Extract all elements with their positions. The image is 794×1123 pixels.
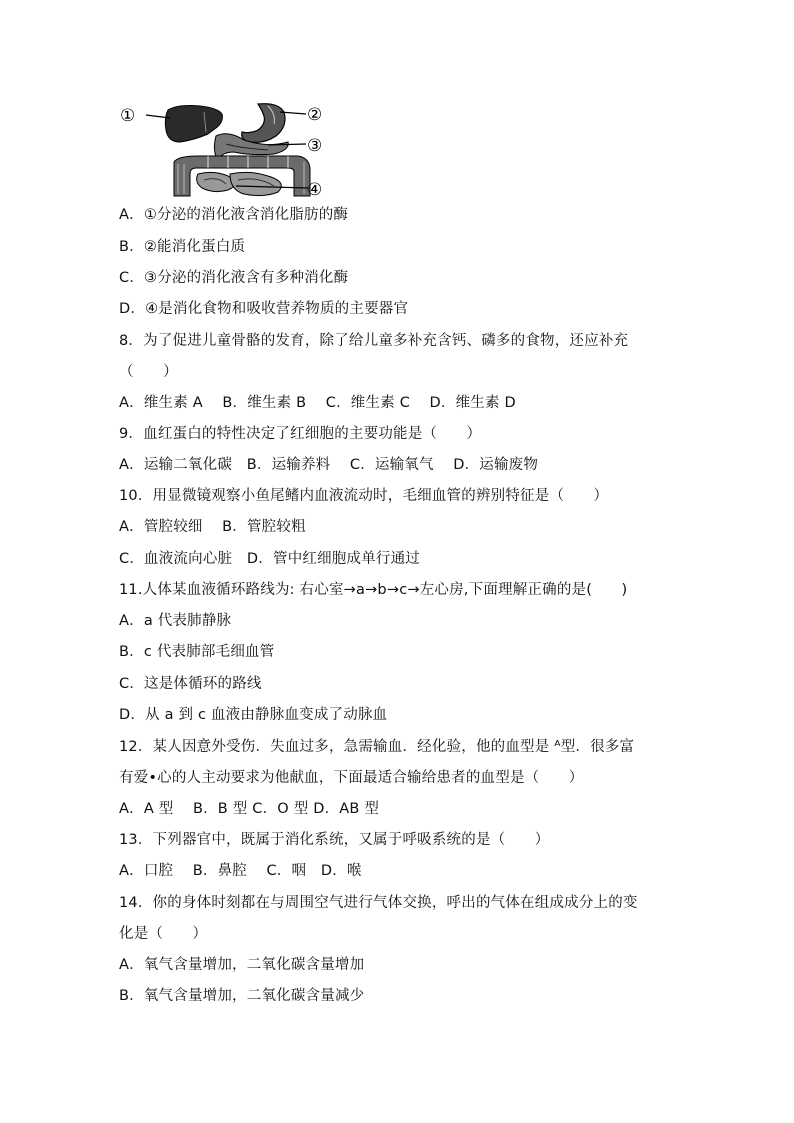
q11-option-a: A．a 代表肺静脉	[119, 613, 232, 629]
q12-stem-cont: 有爱•心的人主动要求为他献血，下面最适合输给患者的血型是（ ）	[119, 770, 584, 786]
label-2: ②	[307, 105, 323, 125]
q8-stem: 8．为了促进儿童骨骼的发育，除了给儿童多补充含钙、磷多的食物，还应补充	[119, 333, 629, 349]
q10-stem: 10．用显微镜观察小鱼尾鳍内血液流动时，毛细血管的辨别特征是（ ）	[119, 488, 609, 504]
q7-option-d: D．④是消化食物和吸收营养物质的主要器官	[119, 301, 409, 317]
digestive-system-figure	[118, 100, 332, 200]
q7-option-c: C．③分泌的消化液含有多种消化酶	[119, 270, 349, 286]
q13-options: A．口腔 B．鼻腔 C．咽 D．喉	[119, 863, 362, 879]
q14-option-b: B．氧气含量增加，二氧化碳含量减少	[119, 988, 365, 1004]
digestive-organs-diagram	[118, 100, 332, 200]
q11-stem: 11.人体某血液循环路线为: 右心室→a→b→c→左心房,下面理解正确的是( )	[119, 582, 628, 598]
q13-stem: 13．下列器官中，既属于消化系统，又属于呼吸系统的是（ ）	[119, 832, 550, 848]
q8-options: A．维生素 A B．维生素 B C．维生素 C D．维生素 D	[119, 395, 516, 411]
q14-option-a: A．氧气含量增加，二氧化碳含量增加	[119, 957, 365, 973]
label-3: ③	[307, 136, 323, 156]
q8-stem-cont: （ ）	[119, 364, 178, 380]
label-1: ①	[120, 106, 136, 126]
q9-stem: 9．血红蛋白的特性决定了红细胞的主要功能是（ ）	[119, 426, 482, 442]
q14-stem: 14．你的身体时刻都在与周围空气进行气体交换，呼出的气体在组成成分上的变	[119, 895, 638, 911]
q12-stem: 12．某人因意外受伤．失血过多，急需输血．经化验，他的血型是 ᴬ型．很多富	[119, 739, 635, 755]
q10-options-cd: C．血液流向心脏 D．管中红细胞成单行通过	[119, 551, 420, 567]
q11-option-c: C．这是体循环的路线	[119, 676, 262, 692]
q12-options: A．A 型 B．B 型 C．O 型 D．AB 型	[119, 801, 380, 817]
q10-options-ab: A．管腔较细 B．管腔较粗	[119, 519, 306, 535]
label-4: ④	[307, 180, 323, 200]
q14-stem-cont: 化是（ ）	[119, 926, 208, 942]
q7-option-a: A．①分泌的消化液含消化脂肪的酶	[119, 207, 349, 223]
q7-option-b: B．②能消化蛋白质	[119, 239, 246, 255]
q9-options: A．运输二氧化碳 B．运输养料 C．运输氧气 D．运输废物	[119, 457, 539, 473]
q11-option-d: D．从 a 到 c 血液由静脉血变成了动脉血	[119, 707, 388, 723]
q11-option-b: B．c 代表肺部毛细血管	[119, 644, 275, 660]
